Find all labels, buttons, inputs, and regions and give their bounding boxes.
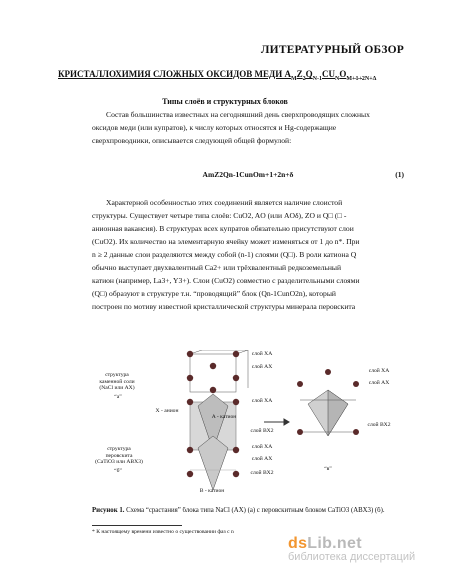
text-line: анионная вакансия). В структурах всех купратов обязательно присутствуют слои (92, 224, 354, 233)
text-line: (CuO2). Их количество на элементарную ячейку может изменяться от 1 до n*. При (92, 237, 360, 246)
label-rocksalt-tag: “a” (114, 394, 122, 400)
structure-figure (86, 350, 412, 498)
section-title: Типы слоёв и структурных блоков (162, 97, 288, 106)
label-b-cation: B - катион (199, 488, 225, 494)
text-line: оксидов меди (или купратов), к числу которых относятся и Hg-содержащие (92, 123, 337, 132)
label-right-tag: “в” (324, 466, 332, 472)
text-line: Характерной особенностью этих соединений является наличие слоистой (106, 198, 343, 207)
watermark-subtitle: библиотека диссертаций (288, 551, 416, 563)
label-a-cation: A - катион (211, 414, 237, 420)
layer-label-right: слой AX (368, 380, 390, 386)
octahedron-lower (198, 436, 228, 490)
text-line: Состав большинства известных на сегодняшний день сверхпроводящих сложных (106, 110, 370, 119)
rocksalt-cell-frame (190, 354, 236, 392)
watermark (288, 535, 438, 563)
layer-label-left: слой AX (251, 364, 273, 370)
formula-sub-2: 2 (302, 75, 306, 82)
caption-text: Схема “срастания” блока типа NaCl (AX) (а) с перовскитным блоком CaTiO3 (ABX3) (б). (124, 507, 385, 514)
formula-number: (1) (395, 170, 404, 179)
layer-label-left: слой XA (251, 444, 273, 450)
text-line: обычно выступает двухвалентный Ca2+ или трёхвалентный редкоземельный (92, 263, 342, 272)
footnote: * К настоящему времени известно о существовании фаз с n (92, 529, 234, 535)
body-paragraph (92, 196, 404, 313)
footnote-divider (92, 525, 182, 526)
layer-label-left: слой XA (251, 351, 273, 357)
caption-label: Рисунок 1. (92, 507, 125, 514)
right-structure (297, 369, 359, 436)
formula-o: O (339, 69, 347, 79)
formula-sub-idx: M+1+2N+Δ (346, 75, 377, 82)
chapter-title-prefix: КРИСТАЛЛОХИМИЯ СЛОЖНЫХ ОКСИДОВ МЕДИ A (58, 69, 291, 79)
formula-sub-n1: N-1 (312, 75, 323, 82)
figure-caption (92, 507, 410, 514)
label-perovskite: структура перовскита (CaTiO3 или ABX3) (95, 446, 143, 465)
label-anion: X - анион (155, 408, 179, 414)
text-line: структуры. Существует четыре типа слоёв: CuO2, AO (или AOδ), ZO и Q□ (□ - (92, 211, 347, 220)
layer-label-left: слой AX (251, 456, 273, 462)
chapter-title (58, 69, 404, 82)
transition-arrow (264, 419, 289, 425)
layer-label-left: слой XA (251, 398, 273, 404)
intro-paragraph (92, 108, 404, 147)
formula-q: Q (305, 69, 313, 79)
formula-sub-m: M (290, 75, 297, 82)
layer-label-right: слой XA (368, 368, 390, 374)
text-line: катион (например, La3+, Y3+). Слои (CuO2) совместно с разделительными слоями (92, 276, 360, 285)
text-line: сверхпроводники, описывается следующей общей формулой: (92, 136, 292, 145)
layer-label-right: слой BX2 (367, 422, 391, 428)
label-perovskite-tag: “б” (114, 468, 122, 474)
text-line: (Q□) образуют в структуре т.н. “проводящий” блок (Qn-1CunO2n), который (92, 289, 336, 298)
formula-text: AmZ2Qn-1CunOm+1+2n+δ (202, 170, 294, 179)
watermark-logo-ds: ds (288, 535, 308, 552)
text-line: построен по мотиву известной кристаллической структуры минерала перовскита (92, 302, 356, 311)
formula-sub-n: N (335, 75, 340, 82)
formula-z: Z (296, 69, 303, 79)
watermark-logo-rest: Lib.net (307, 535, 362, 552)
layer-label-left: слой BX2 (250, 470, 274, 476)
layer-label-left: слой BX2 (250, 428, 274, 434)
page-header: ЛИТЕРАТУРНЫЙ ОБЗОР (260, 44, 404, 56)
text-line: n ≥ 2 данные слои разделяются между собой (n-1) слоями (Q□). В роли катиона Q (92, 250, 357, 259)
label-rocksalt: структура каменной соли (NaCl или AX) (99, 372, 135, 391)
formula-cu: CU (322, 69, 336, 79)
